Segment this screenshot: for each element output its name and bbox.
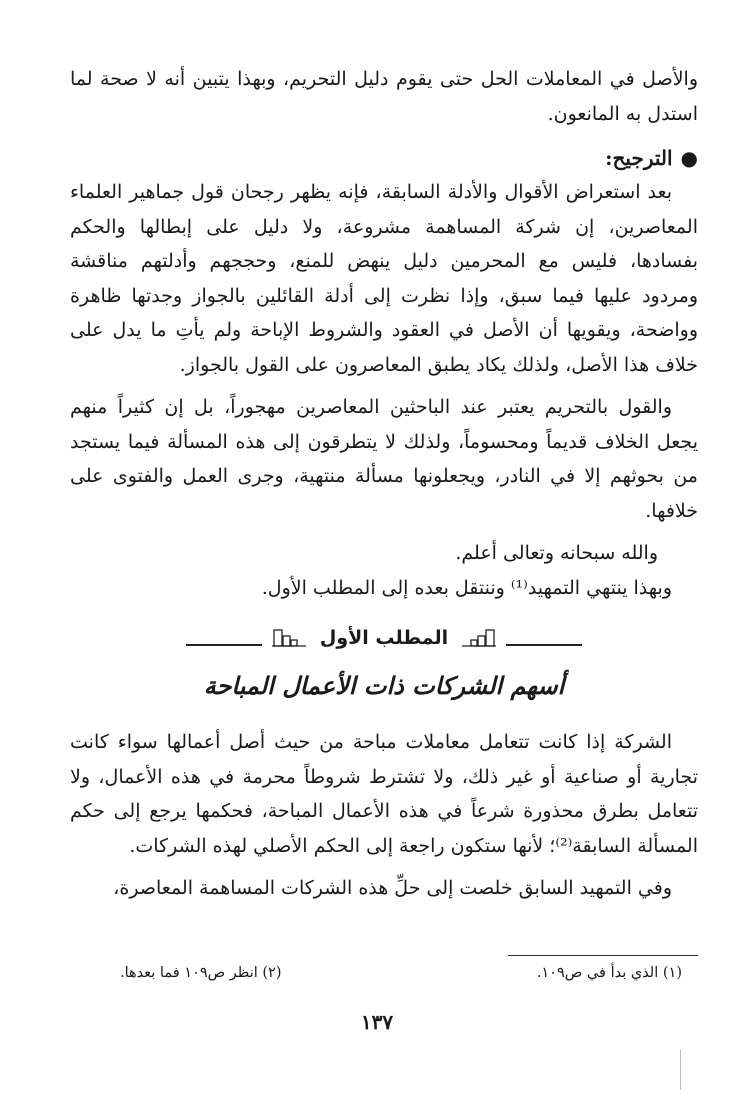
footnote-separator — [508, 955, 698, 956]
section-paragraph-1: الشركة إذا كانت تتعامل معاملات مباحة من حيث أصل أعمالها سواء كانت تجارية أو صناعية أو غير ذلك، ولا تشترط شروطاً محرمة في هذه الأعمال، ولا تتعامل بطرق محذورة شرعاً في هذه الأعمال المباحة، فحكمها يرجع إلى حكم المسألة السابقة⁽²⁾؛ لأنها ستكون راجعة إلى الحكم الأصلي لهذه الشركات. — [70, 731, 698, 857]
intro-paragraph: والأصل في المعاملات الحل حتى يقوم دليل التحريم، وبهذا يتبين أنه لا صحة لما استدل به المانعون. — [70, 68, 698, 125]
divider-line-left — [186, 644, 262, 646]
matlab-heading — [70, 621, 698, 655]
tahrim-paragraph: والقول بالتحريم يعتبر عند الباحثين المعاصرين مهجوراً، بل إن كثيراً منهم يجعل الخلاف قديماً ومحسوماً، ولذلك لا يتطرقون إلى هذه المسألة فيما يستجد من بحوثهم إلا في النادر، ويجعلونها مسألة منتهية، وجرى العمل والفتوى على خلافها. — [70, 396, 698, 522]
footnotes — [120, 962, 682, 984]
footnote-2: (٢) انظر ص١٠٩ فما بعدها. — [120, 965, 282, 981]
page-number: ١٣٧ — [360, 1010, 394, 1034]
page-body — [70, 62, 698, 906]
bullet-icon: ● — [680, 146, 698, 170]
section-title: أسهم الشركات ذات الأعمال المباحة — [203, 672, 565, 700]
ornament-icon — [460, 626, 498, 650]
matlab-title: المطلب الأول — [319, 627, 449, 649]
tamhid-end-line: وبهذا ينتهي التمهيد⁽¹⁾ وننتقل بعده إلى المطلب الأول. — [261, 576, 672, 599]
divider-line-right — [506, 644, 582, 646]
tarjih-paragraph: بعد استعراض الأقوال والأدلة السابقة، فإنه يظهر رجحان قول جماهير العلماء المعاصرين، إن شركة المساهمة مشروعة، ولا دليل على إبطالها والحكم بفسادها، فليس مع المحرمين دليل ينهض للمنع، وحججهم وأدلتهم مناقشة ومردود عليها فيما سبق، وإذا نظرت إلى أدلة القائلين بالجواز وجدتها ظاهرة وواضحة، ويقويها أن الأصل في العقود والشروط الإباحة ولم يأتِ ما يدل على خلاف هذا الأصل، ولذلك يكاد يطبق المعاصرون على القول بالجواز. — [70, 181, 698, 376]
footnote-1: (١) الذي بدأ في ص١٠٩. — [536, 965, 682, 981]
section-paragraph-2: وفي التمهيد السابق خلصت إلى حلِّ هذه الشركات المساهمة المعاصرة، — [113, 877, 672, 899]
scan-margin-line — [680, 1050, 681, 1090]
ornament-icon — [270, 626, 308, 650]
tarjih-heading-text: الترجيح: — [605, 146, 673, 170]
tarjih-heading — [70, 141, 698, 175]
allah-alam-line: والله سبحانه وتعالى أعلم. — [455, 542, 658, 564]
